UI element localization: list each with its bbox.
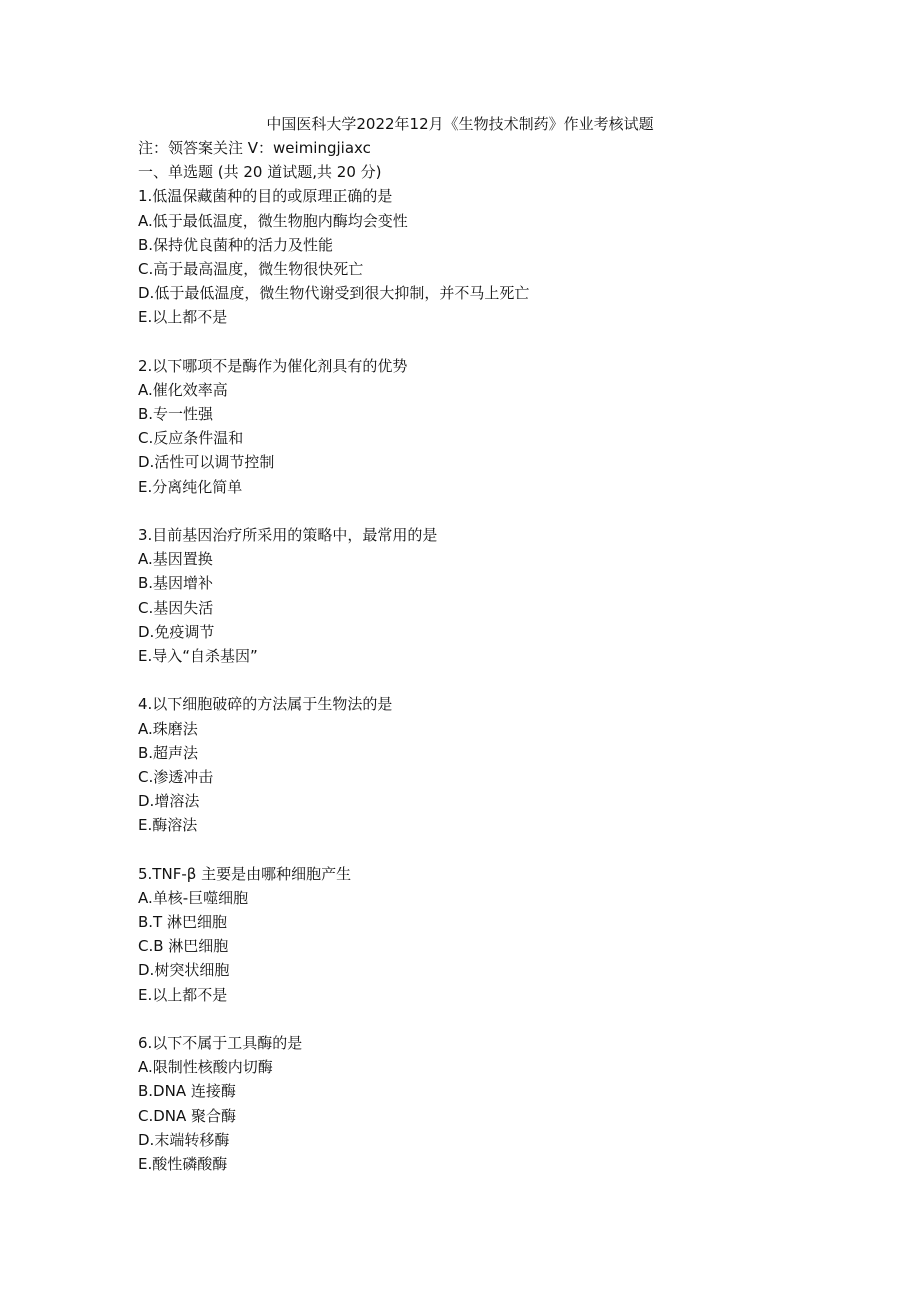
section-heading: 一、单选题 (共 20 道试题,共 20 分)	[138, 163, 382, 182]
option-b: B.DNA 连接酶	[138, 1082, 236, 1101]
option-a: A.基因置换	[138, 550, 213, 569]
paragraph-gap	[138, 1007, 858, 1031]
option-a: A.催化效率高	[138, 380, 228, 399]
question-2	[138, 354, 858, 499]
option-c: C.B 淋巴细胞	[138, 937, 229, 956]
question-stem: 3.目前基因治疗所采用的策略中，最常用的是	[138, 526, 438, 544]
option-d: D.免疫调节	[138, 622, 215, 641]
question-stem: 4.以下细胞破碎的方法属于生物法的是	[138, 695, 393, 714]
option-c: C.高于最高温度，微生物很快死亡	[138, 259, 364, 278]
question-6	[138, 1031, 858, 1176]
option-d: D.末端转移酶	[138, 1130, 230, 1149]
option-c: C.基因失活	[138, 598, 214, 617]
option-b: B.专一性强	[138, 405, 214, 424]
document-title: 中国医科大学2022年12月《生物技术制药》作业考核试题	[266, 115, 654, 133]
paragraph-gap	[138, 499, 858, 523]
question-3	[138, 523, 858, 668]
option-a: A.珠磨法	[138, 719, 198, 738]
option-a: A.限制性核酸内切酶	[138, 1058, 273, 1077]
option-d: D.低于最低温度，微生物代谢受到很大抑制，并不马上死亡	[138, 284, 530, 303]
question-1	[138, 184, 858, 329]
option-d: D.活性可以调节控制	[138, 453, 275, 472]
option-e: E.导入“自杀基因”	[138, 646, 258, 665]
question-5	[138, 862, 858, 1007]
paragraph-gap	[138, 668, 858, 692]
question-4	[138, 692, 858, 837]
option-b: B.基因增补	[138, 574, 214, 593]
option-a: A.低于最低温度，微生物胞内酶均会变性	[138, 211, 408, 230]
option-e: E.酶溶法	[138, 816, 198, 835]
question-stem: 1.低温保藏菌种的目的或原理正确的是	[138, 187, 393, 206]
option-e: E.酸性磷酸酶	[138, 1154, 228, 1173]
option-b: B.超声法	[138, 743, 199, 762]
option-c: C.DNA 聚合酶	[138, 1106, 237, 1125]
option-e: E.分离纯化简单	[138, 477, 243, 496]
option-a: A.单核-巨噬细胞	[138, 888, 249, 907]
option-b: B.保持优良菌种的活力及性能	[138, 235, 334, 254]
option-c: C.反应条件温和	[138, 429, 244, 448]
option-e: E.以上都不是	[138, 985, 228, 1004]
paragraph-gap	[138, 837, 858, 861]
document-body	[138, 136, 858, 1176]
option-b: B.T 淋巴细胞	[138, 913, 227, 931]
option-d: D.树突状细胞	[138, 961, 230, 980]
option-e: E.以上都不是	[138, 308, 228, 327]
paragraph-gap	[138, 330, 858, 354]
option-c: C.渗透冲击	[138, 767, 214, 786]
question-stem: 6.以下不属于工具酶的是	[138, 1033, 303, 1052]
option-d: D.增溶法	[138, 792, 200, 811]
question-stem: 2.以下哪项不是酶作为催化剂具有的优势	[138, 356, 408, 375]
answer-note: 注：领答案关注 V：weimingjiaxc	[138, 139, 371, 157]
question-stem: 5.TNF-β 主要是由哪种细胞产生	[138, 864, 352, 883]
